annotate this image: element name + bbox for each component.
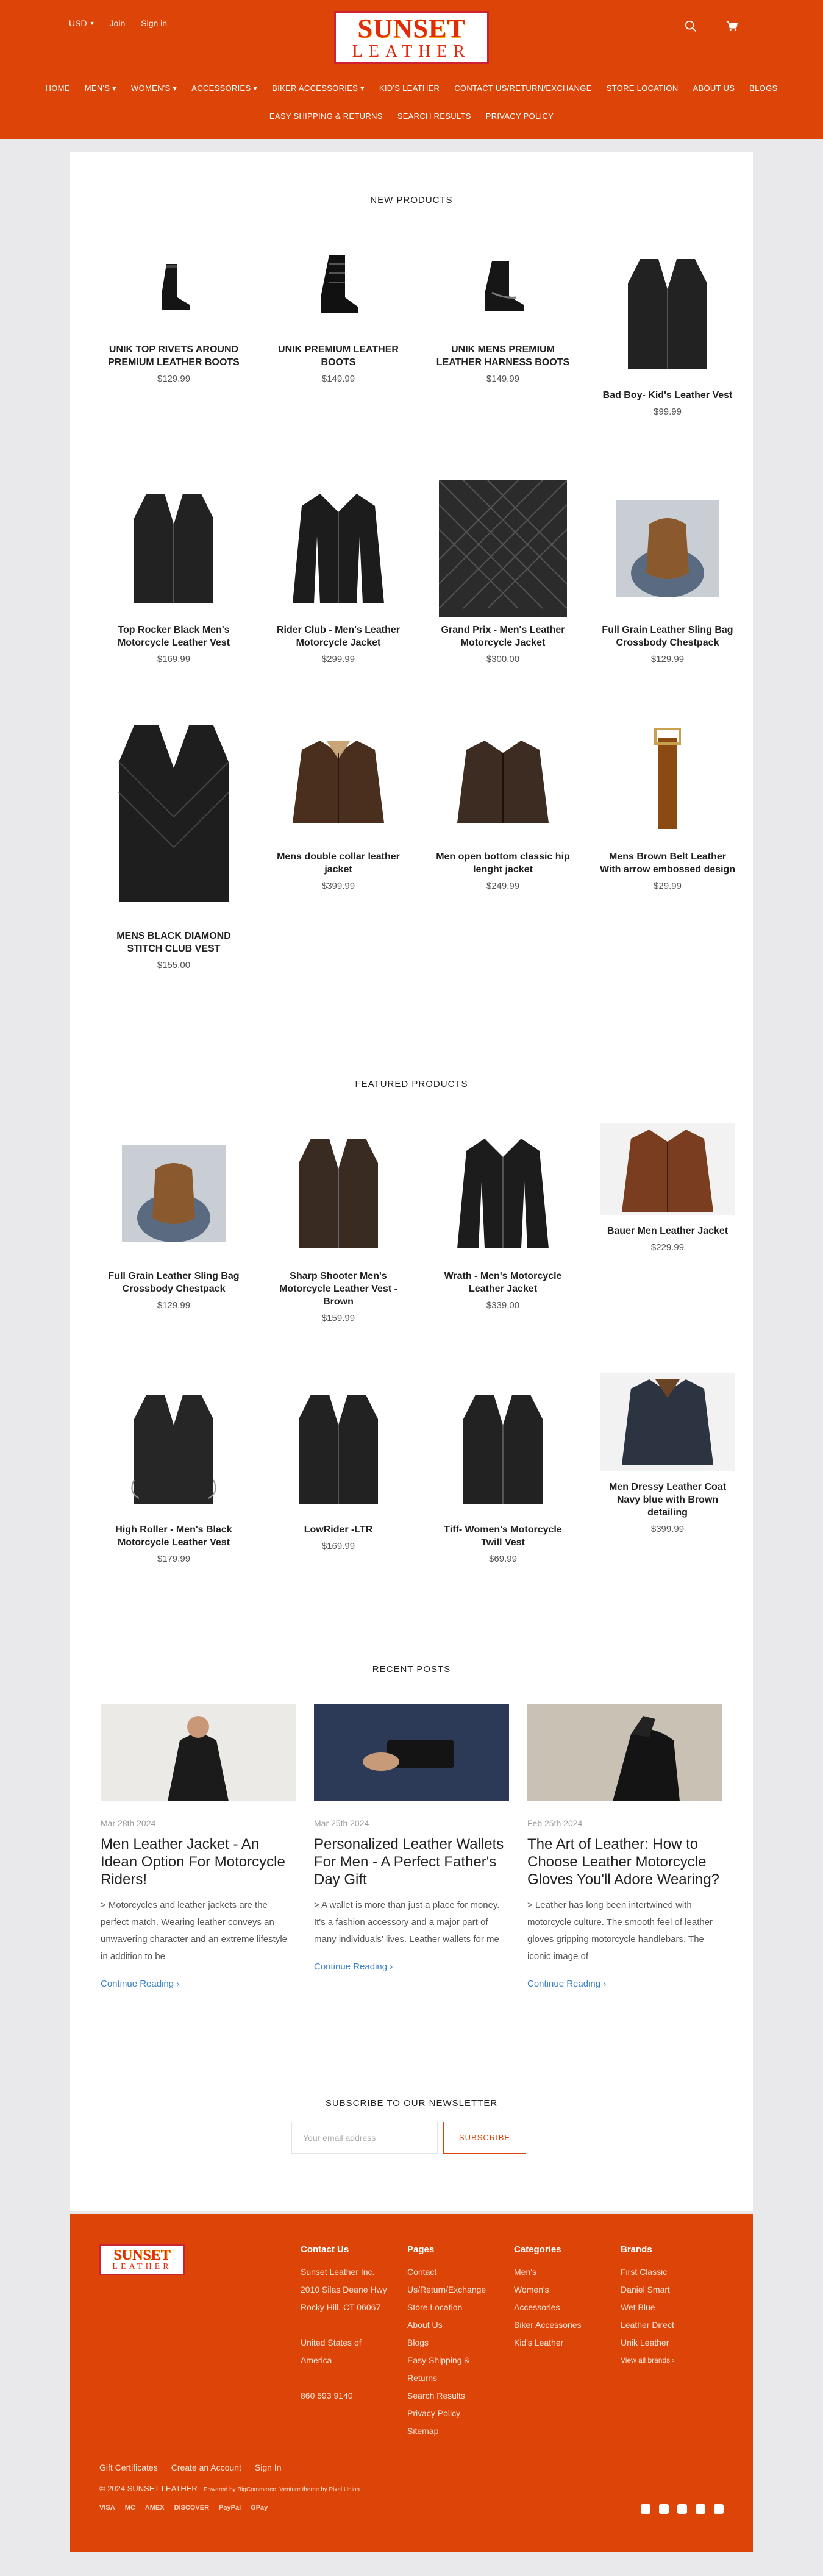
payment-method-icon: VISA: [99, 2504, 115, 2511]
product-price: $159.99: [321, 1313, 355, 1323]
footer-heading: Brands: [621, 2244, 652, 2255]
product-card[interactable]: [101, 1134, 247, 1311]
footer-heading: Pages: [407, 2244, 435, 2255]
product-name[interactable]: Tiff- Women's Motorcycle Twill Vest: [444, 1525, 562, 1548]
recent-posts-panel: [70, 1615, 753, 2058]
nav-item[interactable]: SEARCH RESULTS: [397, 112, 471, 121]
facebook-icon[interactable]: [641, 2504, 650, 2514]
product-card[interactable]: [430, 238, 576, 384]
nav-item[interactable]: CONTACT US/RETURN/EXCHANGE: [454, 84, 592, 93]
currency-label: USD: [69, 18, 87, 28]
product-image[interactable]: [265, 719, 412, 841]
product-name[interactable]: Mens Brown Belt Leather With arrow embossed design: [599, 852, 736, 875]
footer-logo-line-2: LEATHER: [112, 2262, 172, 2271]
section-title-recent-posts: RECENT POSTS: [372, 1664, 451, 1674]
footer-contact-line: 2010 Silas Deane Hwy: [301, 2285, 387, 2294]
site-footer: [70, 2214, 753, 2552]
product-image[interactable]: [265, 1134, 412, 1253]
product-name[interactable]: MENS BLACK DIAMOND STITCH CLUB VEST: [116, 931, 231, 954]
continue-reading-link[interactable]: Continue Reading ›: [101, 1979, 180, 1989]
section-title-new-products: NEW PRODUCTS: [370, 195, 453, 205]
product-name[interactable]: Wrath - Men's Motorcycle Leather Jacket: [444, 1271, 562, 1294]
product-card[interactable]: [594, 1122, 741, 1253]
product-name[interactable]: Men Dressy Leather Coat Navy blue with Brown detailing: [608, 1482, 727, 1518]
product-card[interactable]: [101, 710, 247, 970]
footer-page-link[interactable]: About Us: [407, 2320, 443, 2330]
product-image[interactable]: [430, 719, 576, 841]
site-header: [0, 0, 823, 139]
product-name[interactable]: Rider Club - Men's Leather Motorcycle Jacket: [276, 625, 401, 648]
product-card[interactable]: [265, 238, 412, 384]
product-price: $149.99: [486, 374, 520, 384]
footer-categories: [514, 2244, 581, 2352]
product-name[interactable]: UNIK MENS PREMIUM LEATHER HARNESS BOOTS: [436, 344, 570, 368]
nav-item[interactable]: BLOGS: [749, 84, 778, 93]
product-name[interactable]: Grand Prix - Men's Leather Motorcycle Jacket: [441, 625, 565, 648]
nav-item[interactable]: ACCESSORIES ▾: [191, 84, 258, 93]
product-price: $249.99: [486, 881, 520, 891]
product-price: $155.00: [157, 960, 191, 970]
product-image[interactable]: [594, 491, 741, 607]
powered-by-text[interactable]: Powered by BigCommerce. Venture theme by Pixel Union: [203, 2486, 360, 2493]
product-name[interactable]: LowRider -LTR: [304, 1525, 373, 1535]
blog-post-title[interactable]: Personalized Leather Wallets For Men - A Perfect Father's Day Gift: [314, 1836, 504, 1888]
product-image[interactable]: [265, 1384, 412, 1515]
footer-bottom-links: [99, 2463, 281, 2472]
nav-item[interactable]: STORE LOCATION: [606, 84, 679, 93]
product-name[interactable]: Bauer Men Leather Jacket: [607, 1226, 729, 1236]
join-link[interactable]: Join: [109, 18, 126, 28]
product-name[interactable]: Sharp Shooter Men's Motorcycle Leather Vest - Brown: [279, 1271, 397, 1307]
footer-logo-line-1: SUNSET: [113, 2247, 171, 2263]
product-image[interactable]: [101, 238, 247, 332]
product-image[interactable]: [101, 479, 247, 619]
continue-reading-link[interactable]: Continue Reading ›: [527, 1979, 607, 1989]
subscribe-button[interactable]: SUBSCRIBE: [443, 2122, 526, 2154]
view-all-brands-link[interactable]: View all brands ›: [621, 2356, 675, 2364]
product-card[interactable]: [430, 1384, 576, 1564]
twitter-icon[interactable]: [677, 2504, 687, 2514]
product-name[interactable]: UNIK TOP RIVETS AROUND PREMIUM LEATHER BOOTS: [108, 344, 240, 368]
product-price: $169.99: [321, 1541, 355, 1551]
blog-post-card: [101, 1704, 296, 1989]
product-image[interactable]: [265, 238, 412, 332]
footer-page-link[interactable]: Search Results: [407, 2391, 465, 2400]
product-image[interactable]: [101, 1134, 247, 1253]
product-price: $399.99: [321, 881, 355, 891]
search-icon[interactable]: [684, 20, 697, 33]
footer-contact-line: [301, 2369, 387, 2387]
product-card[interactable]: [265, 479, 412, 664]
product-price: $69.99: [489, 1554, 517, 1564]
nav-item[interactable]: HOME: [45, 84, 70, 93]
product-name[interactable]: Top Rocker Black Men's Motorcycle Leather Vest: [117, 625, 230, 648]
product-card[interactable]: [101, 479, 247, 664]
product-price: $129.99: [650, 654, 685, 664]
product-image[interactable]: [430, 238, 576, 332]
footer-category-link[interactable]: Women's: [514, 2285, 549, 2294]
footer-category-link[interactable]: Men's: [514, 2267, 536, 2277]
nav-item[interactable]: BIKER ACCESSORIES ▾: [272, 84, 365, 93]
product-price: $29.99: [654, 881, 682, 891]
product-image[interactable]: [594, 1122, 741, 1216]
product-card[interactable]: [594, 250, 741, 417]
footer-contact-line: 860 593 9140: [301, 2391, 353, 2400]
product-card[interactable]: [594, 719, 741, 891]
youtube-icon[interactable]: [714, 2504, 724, 2514]
top-bar: [69, 18, 167, 28]
payment-method-icon: DISCOVER: [174, 2504, 210, 2511]
footer-brands: [621, 2244, 675, 2369]
main-nav: [0, 84, 823, 93]
currency-selector[interactable]: [69, 18, 94, 28]
footer-contact: [301, 2244, 387, 2405]
product-image[interactable]: [430, 479, 576, 619]
nav-item[interactable]: EASY SHIPPING & RETURNS: [269, 112, 383, 121]
product-price: $129.99: [157, 374, 191, 384]
footer-bottom-link[interactable]: Gift Certificates: [99, 2463, 158, 2472]
footer-brand-link[interactable]: First Classic: [621, 2267, 668, 2277]
continue-reading-link[interactable]: Continue Reading ›: [314, 1962, 393, 1972]
footer-page-link[interactable]: Sitemap: [407, 2426, 439, 2436]
product-price: $169.99: [157, 654, 191, 664]
footer-contact-line: America: [301, 2355, 332, 2365]
footer-page-link[interactable]: Us/Return/Exchange: [407, 2285, 486, 2294]
blog-post-image[interactable]: [101, 1704, 296, 1801]
footer-contact-line: [301, 2316, 387, 2334]
product-card[interactable]: [265, 1384, 412, 1551]
blog-post-date: Mar 25th 2024: [314, 1818, 369, 1828]
product-image[interactable]: [594, 250, 741, 378]
payment-method-icon: MC: [124, 2504, 135, 2511]
signin-link[interactable]: Sign in: [141, 18, 168, 28]
footer-category-link[interactable]: Kid's Leather: [514, 2338, 564, 2347]
product-price: $149.99: [321, 374, 355, 384]
product-card[interactable]: [430, 719, 576, 891]
product-image[interactable]: [101, 710, 247, 917]
footer-copyright: [99, 2484, 360, 2493]
product-name[interactable]: Full Grain Leather Sling Bag Crossbody Chestpack: [602, 625, 733, 648]
product-name[interactable]: UNIK PREMIUM LEATHER BOOTS: [278, 344, 399, 368]
product-card[interactable]: [101, 1384, 247, 1564]
blog-post-card: [527, 1704, 722, 1989]
product-card[interactable]: [265, 1134, 412, 1323]
product-price: $299.99: [321, 654, 355, 664]
product-card[interactable]: [265, 719, 412, 891]
blog-post-image[interactable]: [314, 1704, 509, 1801]
chevron-down-icon: ▾: [90, 20, 94, 27]
product-card[interactable]: [430, 1134, 576, 1311]
product-image[interactable]: [101, 1384, 247, 1515]
footer-page-link[interactable]: Privacy Policy: [407, 2408, 461, 2418]
blog-post-date: Mar 28th 2024: [101, 1818, 156, 1828]
product-name[interactable]: Men open bottom classic hip lenght jacket: [436, 852, 570, 875]
featured-products-panel: [70, 1006, 753, 1615]
blog-post-card: [314, 1704, 509, 1972]
footer-contact-line: Sunset Leather Inc.: [301, 2267, 375, 2277]
product-card[interactable]: [430, 479, 576, 664]
blog-post-title[interactable]: Men Leather Jacket - An Idean Option For Motorcycle Riders!: [101, 1836, 285, 1888]
product-name[interactable]: High Roller - Men's Black Motorcycle Leather Vest: [115, 1525, 232, 1548]
nav-item[interactable]: KID'S LEATHER: [379, 84, 440, 93]
main-nav-row-2: [0, 112, 823, 121]
social-links: [641, 2504, 724, 2514]
product-image[interactable]: [430, 1384, 576, 1515]
product-card[interactable]: [594, 491, 741, 664]
footer-page-link[interactable]: Store Location: [407, 2302, 463, 2312]
site-logo[interactable]: [334, 11, 489, 64]
new-products-panel: [70, 152, 753, 1006]
blog-post-image[interactable]: [527, 1704, 722, 1801]
footer-brand-link[interactable]: Wet Blue: [621, 2302, 655, 2312]
pinterest-icon[interactable]: [696, 2504, 705, 2514]
footer-contact-line: United States of: [301, 2338, 362, 2347]
payment-method-icon: PayPal: [219, 2504, 241, 2511]
footer-category-link[interactable]: Biker Accessories: [514, 2320, 582, 2330]
blog-post-date: Feb 25th 2024: [527, 1818, 583, 1828]
footer-logo[interactable]: [99, 2244, 185, 2275]
nav-item[interactable]: MEN'S ▾: [84, 84, 116, 93]
product-image[interactable]: [594, 719, 741, 841]
footer-heading: Contact Us: [301, 2244, 349, 2255]
product-image[interactable]: [430, 1134, 576, 1253]
cart-icon[interactable]: [725, 20, 739, 33]
header-icons: [684, 20, 739, 33]
blog-post-excerpt: > Motorcycles and leather jackets are the perfect match. Wearing leather conveys an unwavering character and an extreme lifestyle in addition to be: [101, 1900, 287, 1962]
blog-post-title[interactable]: The Art of Leather: How to Choose Leather Motorcycle Gloves You'll Adore Wearing?: [527, 1836, 720, 1888]
nav-item[interactable]: ABOUT US: [693, 84, 735, 93]
product-price: $99.99: [654, 407, 682, 417]
product-price: $300.00: [486, 654, 520, 664]
product-price: $129.99: [157, 1300, 191, 1311]
blog-post-excerpt: > Leather has long been intertwined with motorcycle culture. The smooth feel of leather gloves gripping motorcycle handlebars. The iconic image of: [527, 1900, 713, 1962]
footer-pages: [407, 2244, 486, 2440]
section-title-featured-products: FEATURED PRODUCTS: [355, 1079, 468, 1089]
payment-icons: [99, 2504, 268, 2511]
newsletter-title: SUBSCRIBE TO OUR NEWSLETTER: [325, 2098, 498, 2108]
footer-page-link[interactable]: Contact: [407, 2267, 437, 2277]
product-image[interactable]: [265, 479, 412, 619]
logo-line-2: LEATHER: [352, 41, 471, 61]
instagram-icon[interactable]: [659, 2504, 669, 2514]
newsletter-email-input[interactable]: Your email address: [291, 2122, 438, 2154]
nav-item[interactable]: WOMEN'S ▾: [131, 84, 177, 93]
logo-line-1: SUNSET: [357, 13, 466, 43]
product-name[interactable]: Mens double collar leather jacket: [277, 852, 400, 875]
product-card[interactable]: [594, 1372, 741, 1534]
footer-bottom-link[interactable]: Sign In: [254, 2463, 282, 2472]
product-image[interactable]: [594, 1372, 741, 1472]
product-price: $339.00: [486, 1300, 520, 1311]
product-price: $179.99: [157, 1554, 191, 1564]
product-price: $229.99: [650, 1242, 685, 1253]
footer-heading: Categories: [514, 2244, 561, 2255]
footer-page-link[interactable]: Returns: [407, 2373, 438, 2383]
footer-category-link[interactable]: Accessories: [514, 2302, 560, 2312]
footer-contact-line: Rocky Hill, CT 06067: [301, 2302, 381, 2312]
footer-brand-link[interactable]: Daniel Smart: [621, 2285, 670, 2294]
product-name[interactable]: Full Grain Leather Sling Bag Crossbody Chestpack: [108, 1271, 240, 1294]
blog-post-excerpt: > A wallet is more than just a place for money. It's a fashion accessory and a major part of many individuals' lives. Leather wallets for me: [314, 1900, 500, 1944]
newsletter-section: [70, 2058, 753, 2211]
footer-page-link[interactable]: Blogs: [407, 2338, 429, 2347]
nav-item[interactable]: PRIVACY POLICY: [485, 112, 554, 121]
payment-method-icon: AMEX: [144, 2504, 165, 2511]
product-name[interactable]: Bad Boy- Kid's Leather Vest: [602, 390, 733, 400]
product-price: $399.99: [650, 1524, 685, 1534]
footer-brand-link[interactable]: Leather Direct: [621, 2320, 674, 2330]
footer-bottom-link[interactable]: Create an Account: [171, 2463, 241, 2472]
footer-brand-link[interactable]: Unik Leather: [621, 2338, 669, 2347]
payment-method-icon: GPay: [251, 2504, 268, 2511]
copyright-text: © 2024 SUNSET LEATHER: [99, 2484, 198, 2493]
footer-page-link[interactable]: Easy Shipping &: [407, 2355, 470, 2365]
product-card[interactable]: [101, 238, 247, 384]
